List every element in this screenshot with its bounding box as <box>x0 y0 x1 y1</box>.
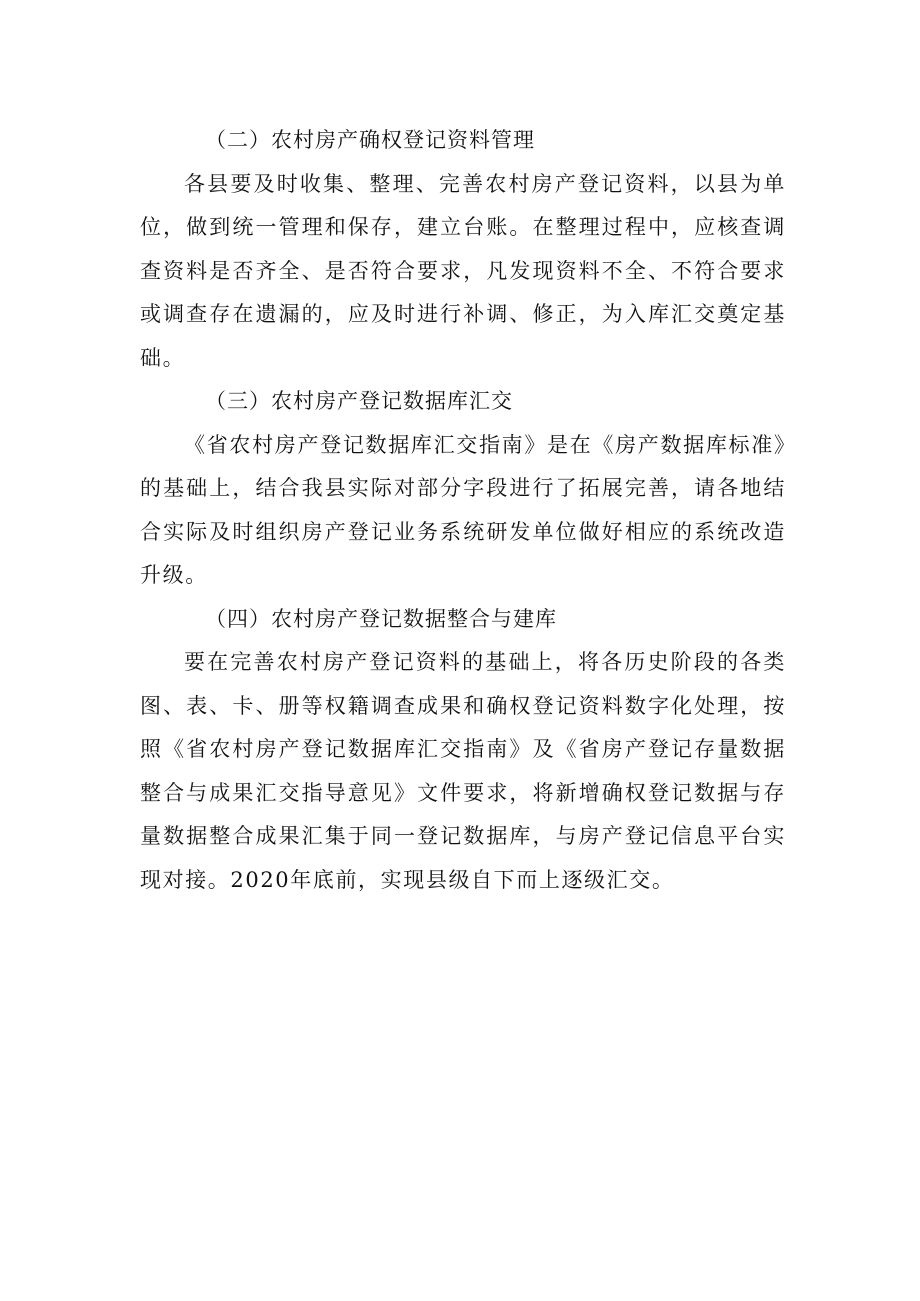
section-paragraph-2: 各县要及时收集、整理、完善农村房产登记资料，以县为单位，做到统一管理和保存，建立台账。在整理过程中，应核查调查资料是否齐全、是否符合要求，凡发现资料不全、不符合要求或调查存在遗漏的，应及时进行补调、修正，为入库汇交奠定基础。 <box>140 171 786 370</box>
section-heading-2: （二）农村房产确权登记资料管理 <box>205 128 535 152</box>
document-body <box>140 119 786 902</box>
section-paragraph-3: 《省农村房产登记数据库汇交指南》是在《房产数据库标准》的基础上，结合我县实际对部分字段进行了拓展完善，请各地结合实际及时组织房产登记业务系统研发单位做好相应的系统改造升级。 <box>140 432 786 587</box>
section-heading-3: （三）农村房产登记数据库汇交 <box>205 389 513 413</box>
section-heading-4: （四）农村房产登记数据整合与建库 <box>205 606 557 631</box>
section-paragraph-4: 要在完善农村房产登记资料的基础上，将各历史阶段的各类图、表、卡、册等权籍调查成果和确权登记资料数字化处理，按照《省农村房产登记数据库汇交指南》及《省房产登记存量数据整合与成果汇交指导意见》文件要求，将新增确权登记数据与存量数据整合成果汇集于同一登记数据库，与房产登记信息平台实现对接。2020年底前，实现县级自下而上逐级汇交。 <box>140 650 786 892</box>
